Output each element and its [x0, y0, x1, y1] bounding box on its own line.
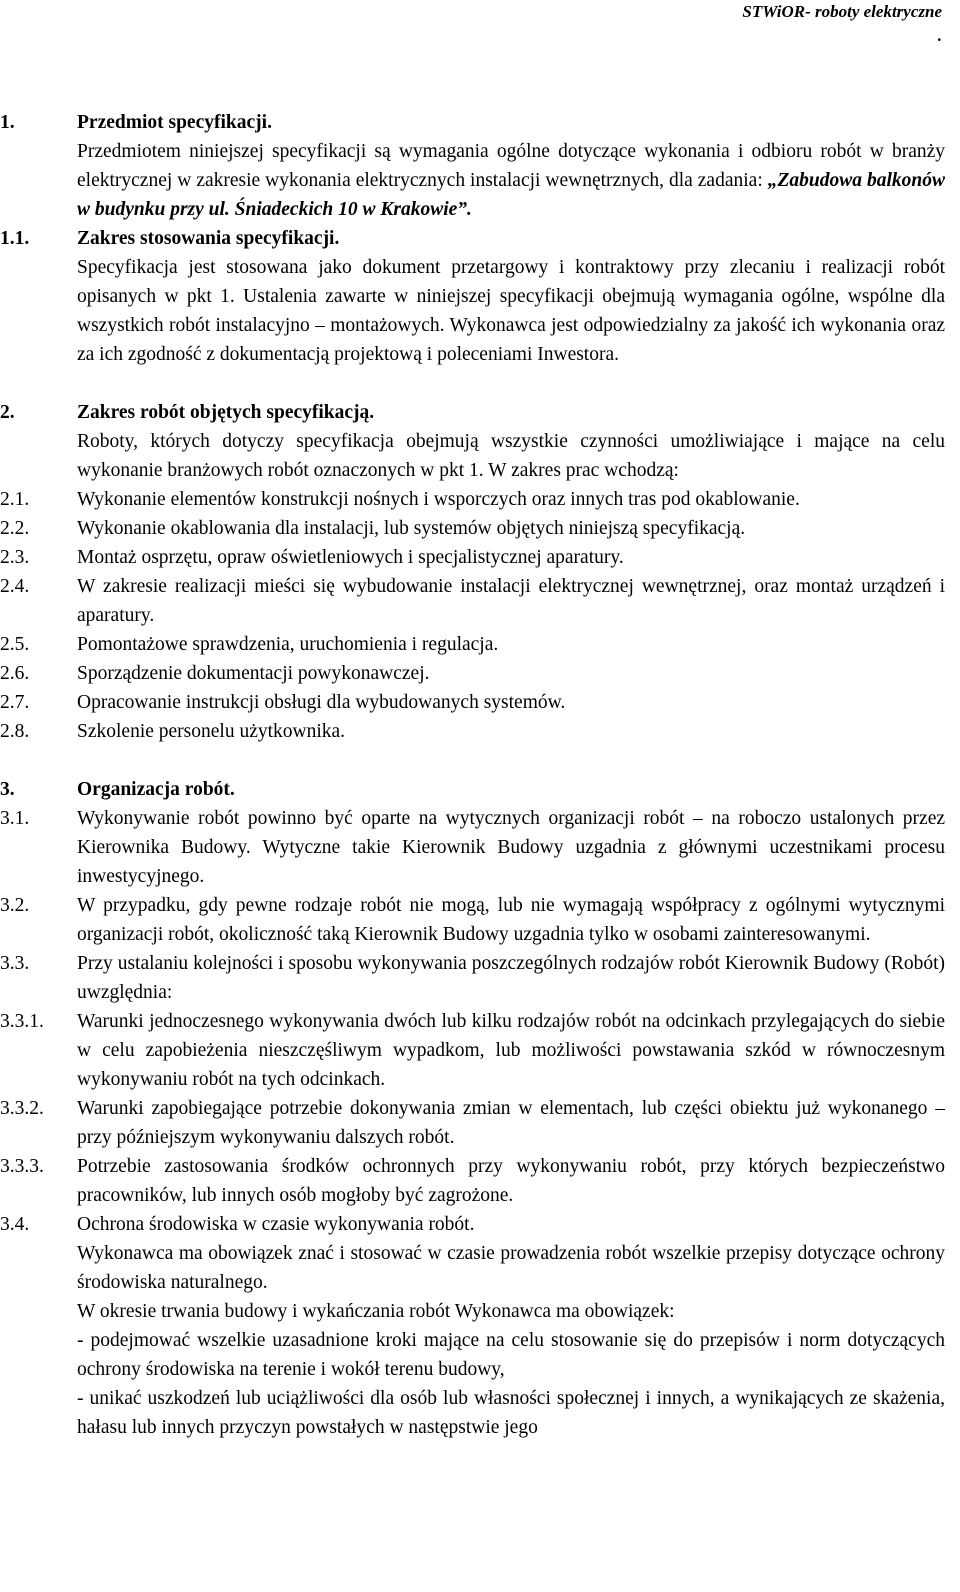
- section-title: Przedmiot specyfikacji.: [77, 112, 272, 133]
- item-number: 3.3.3.: [0, 1156, 44, 1177]
- list-item: [0, 514, 945, 543]
- section-number: 1.1.: [0, 228, 30, 249]
- section-1-1-heading: [0, 224, 945, 253]
- item-text: Sporządzenie dokumentacji powykonawczej.: [77, 663, 430, 684]
- page-header: [742, 0, 942, 48]
- item-number: 2.4.: [0, 576, 30, 597]
- section-1-heading: [0, 108, 945, 137]
- item-number: 3.2.: [0, 895, 30, 916]
- item-text: W zakresie realizacji mieści się wybudowanie instalacji elektrycznej wewnętrznej, oraz montaż urządzeń i aparatury.: [77, 576, 945, 626]
- section-3-heading: [0, 775, 945, 804]
- section-number: 2.: [0, 402, 15, 423]
- list-item: [0, 572, 945, 630]
- item-text: Opracowanie instrukcji obsługi dla wybudowanych systemów.: [77, 692, 566, 713]
- item-number: 3.3.2.: [0, 1098, 44, 1119]
- project-title: „Zabudowa balkonów w budynku przy ul. Śniadeckich 10 w Krakowie”.: [77, 170, 945, 220]
- list-item: [0, 543, 945, 572]
- item-number: 2.6.: [0, 663, 30, 684]
- item-text: W przypadku, gdy pewne rodzaje robót nie mogą, lub nie wymagają współpracy z ogólnymi wytycznymi organizacji robót, okoliczność taką Kierownik Budowy uzgadnia tylko w osobami zainteresowanymi.: [77, 895, 945, 945]
- list-item: [0, 1094, 945, 1152]
- item-number: 2.1.: [0, 489, 30, 510]
- section-title: Organizacja robót.: [77, 779, 235, 800]
- item-number: 3.3.1.: [0, 1011, 44, 1032]
- paragraph: Wykonawca ma obowiązek znać i stosować w czasie prowadzenia robót wszelkie przepisy dotyczące ochrony środowiska naturalnego.: [77, 1243, 945, 1293]
- item-text: Przy ustalaniu kolejności i sposobu wykonywania poszczególnych rodzajów robót Kierownik Budowy (Robót) uwzględnia:: [77, 953, 945, 1003]
- item-number: 2.5.: [0, 634, 30, 655]
- list-item: [0, 891, 945, 949]
- section-1-paragraph: [0, 137, 945, 224]
- document-body: [0, 108, 945, 1442]
- item-text: Potrzebie zastosowania środków ochronnych przy wykonywaniu robót, przy których bezpieczeństwo pracowników, lub innych osób mogłoby być zagrożone.: [77, 1156, 945, 1206]
- list-item: [0, 804, 945, 891]
- item-text: Warunki jednoczesnego wykonywania dwóch lub kilku rodzajów robót na odcinkach przylegających do siebie w celu zapobieżenia nieszczęśliwym wypadkom, lub możliwości powstawania szkód w równoczesnym wykonywaniu robót na tych odcinkach.: [77, 1011, 945, 1090]
- section-number: 3.: [0, 779, 15, 800]
- list-item: [0, 949, 945, 1007]
- paragraph: - unikać uszkodzeń lub uciążliwości dla osób lub własności społecznej i innych, a wynikających ze skażenia, hałasu lub innych przyczyn powstałych w następstwie jego: [77, 1388, 945, 1438]
- list-item: [0, 688, 945, 717]
- list-item: [0, 1007, 945, 1094]
- paragraph: - podejmować wszelkie uzasadnione kroki mające na celu stosowanie się do przepisów i norm dotyczących ochrony środowiska na terenie i wokół terenu budowy,: [77, 1330, 945, 1380]
- list-item: [0, 1152, 945, 1210]
- item-number: 2.8.: [0, 721, 30, 742]
- section-number: 1.: [0, 112, 15, 133]
- item-text: Montaż osprzętu, opraw oświetleniowych i specjalistycznej aparatury.: [77, 547, 624, 568]
- list-item: [0, 717, 945, 746]
- item-number: 2.7.: [0, 692, 30, 713]
- item-number: 3.1.: [0, 808, 30, 829]
- spacer: [0, 369, 945, 398]
- list-item: [0, 1210, 945, 1239]
- section-1-1-paragraph: Specyfikacja jest stosowana jako dokument przetargowy i kontraktowy przy zlecaniu i realizacji robót opisanych w pkt 1. Ustalenia zawarte w niniejszej specyfikacji obejmują wymagania ogólne, wspólne dla wszystkich robót instalacyjno – montażowych. Wykonawca jest odpowiedzialny za jakość ich wykonania oraz za ich zgodność z dokumentacją projektową i poleceniami Inwestora.: [77, 257, 945, 365]
- header-title: STWiOR- roboty elektryczne: [742, 2, 942, 21]
- item-text: Wykonanie elementów konstrukcji nośnych i wsporczych oraz innych tras pod okablowanie.: [77, 489, 800, 510]
- paragraph: W okresie trwania budowy i wykańczania robót Wykonawca ma obowiązek:: [77, 1301, 675, 1322]
- item-number: 2.2.: [0, 518, 30, 539]
- item-text: Szkolenie personelu użytkownika.: [77, 721, 346, 742]
- paragraph-text: Przedmiotem niniejszej specyfikacji są wymagania ogólne dotyczące wykonania i odbioru robót w branży elektrycznej w zakresie wykonania elektrycznych instalacji wewnętrznych, dla zadania:: [77, 141, 945, 191]
- item-text: Ochrona środowiska w czasie wykonywania robót.: [77, 1214, 475, 1235]
- section-title: Zakres robót objętych specyfikacją.: [77, 402, 375, 423]
- item-number: 3.3.: [0, 953, 30, 974]
- section-2-paragraph: Roboty, których dotyczy specyfikacja obejmują wszystkie czynności umożliwiające i mające na celu wykonanie branżowych robót oznaczonych w pkt 1. W zakres prac wchodzą:: [77, 431, 945, 481]
- list-item: [0, 630, 945, 659]
- item-text: Wykonywanie robót powinno być oparte na wytycznych organizacji robót – na roboczo ustalonych przez Kierownika Budowy. Wytyczne takie Kierownik Budowy uzgadnia z głównymi uczestnikami procesu inwestycyjnego.: [77, 808, 945, 887]
- spacer: [0, 746, 945, 775]
- section-2-heading: [0, 398, 945, 427]
- list-item: [0, 485, 945, 514]
- section-title: Zakres stosowania specyfikacji.: [77, 228, 340, 249]
- item-text: Warunki zapobiegające potrzebie dokonywania zmian w elementach, lub części obiektu już wykonanego – przy późniejszym wykonywaniu dalszych robót.: [77, 1098, 945, 1148]
- header-dot: .: [937, 26, 942, 45]
- list-item: [0, 659, 945, 688]
- item-number: 2.3.: [0, 547, 30, 568]
- item-text: Wykonanie okablowania dla instalacji, lub systemów objętych niniejszą specyfikacją.: [77, 518, 746, 539]
- item-number: 3.4.: [0, 1214, 30, 1235]
- item-text: Pomontażowe sprawdzenia, uruchomienia i regulacja.: [77, 634, 499, 655]
